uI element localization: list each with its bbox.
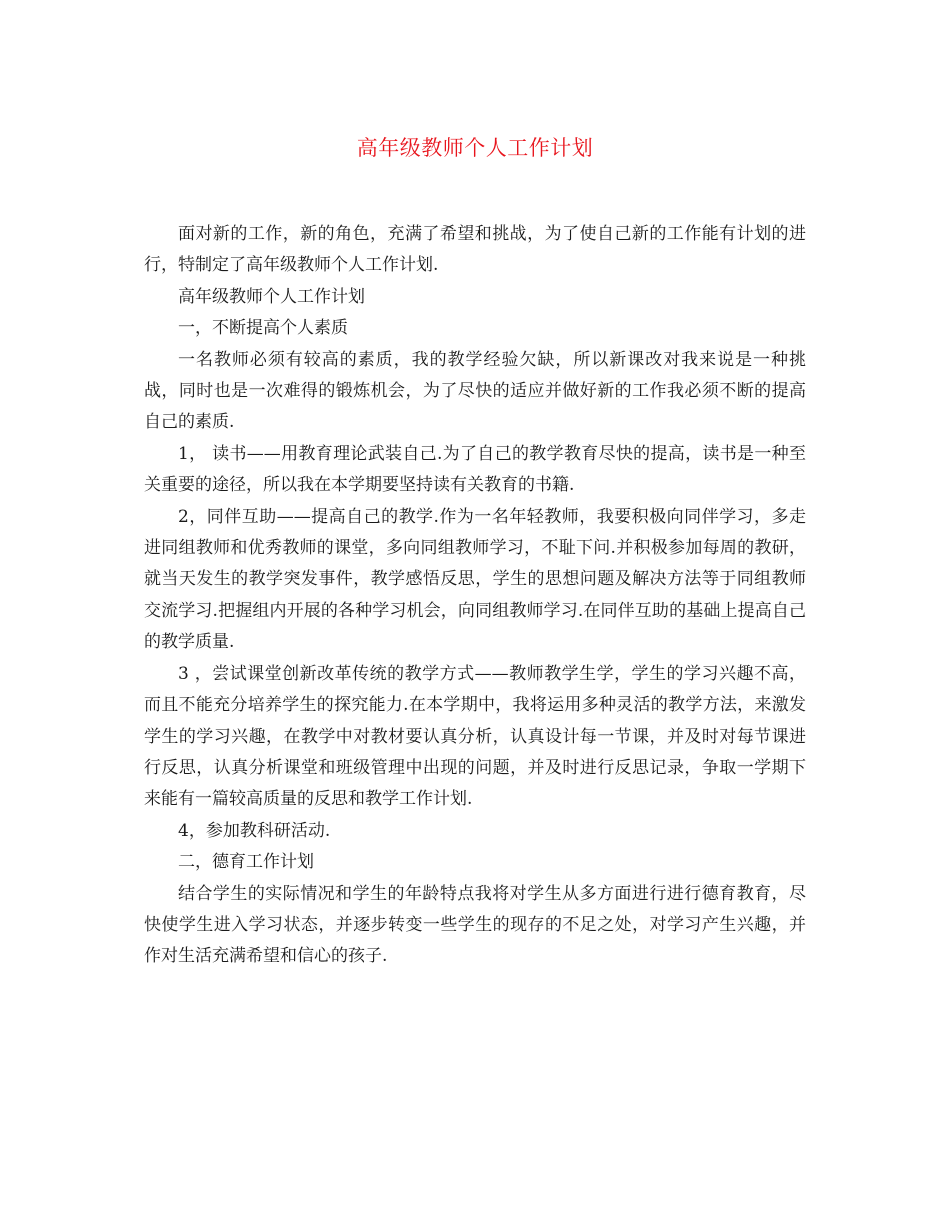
section-heading-moral: 二，德育工作计划	[178, 852, 314, 873]
paragraph-reading: 1， 读书——用教育理论武装自己.为了自己的教学教育尽快的提高，读书是一种至关重要的途径，所以我在本学期要坚持读有关教育的书籍.	[144, 443, 806, 496]
paragraph-innovation: 3 ，尝试课堂创新改革传统的教学方式——教师教学生学，学生的学习兴趣不高，而且不能充分培养学生的探究能力.在本学期中，我将运用多种灵活的教学方法，来激发学生的学习兴趣，在教学中对教材要认真分析，认真设计每一节课，并及时对每节课进行反思，认真分析课堂和班级管理中出现的问题，并及时进行反思记录，争取一学期下来能有一篇较高质量的反思和教学工作计划.	[144, 663, 806, 810]
paragraph-quality: 一名教师必须有较高的素质，我的教学经验欠缺，所以新课改对我来说是一种挑战，同时也是一次难得的锻炼机会，为了尽快的适应并做好新的工作我必须不断的提高自己的素质.	[144, 349, 806, 433]
document-body	[144, 219, 806, 973]
section-heading-quality: 一，不断提高个人素质	[178, 318, 348, 339]
paragraph-heading-plan: 高年级教师个人工作计划	[178, 286, 365, 307]
document-title: 高年级教师个人工作计划	[356, 136, 594, 160]
paragraph-intro: 面对新的工作，新的角色，充满了希望和挑战，为了使自己新的工作能有计划的进行，特制定了高年级教师个人工作计划.	[144, 224, 806, 276]
paragraph-moral: 结合学生的实际情况和学生的年龄特点我将对学生从多方面进行进行德育教育，尽快使学生进入学习状态，并逐步转变一些学生的现存的不足之处，对学习产生兴趣，并作对生活充满希望和信心的孩子.	[144, 883, 806, 967]
paragraph-peer-help: 2，同伴互助——提高自己的教学.作为一名年轻教师，我要积极向同伴学习，多走进同组教师和优秀教师的课堂，多向同组教师学习，不耻下问.并积极参加每周的教研，就当天发生的教学突发事件，教学感悟反思，学生的思想问题及解决方法等于同组教师交流学习.把握组内开展的各种学习机会，向同组教师学习.在同伴互助的基础上提高自己的教学质量.	[144, 506, 806, 653]
paragraph-research: 4，参加教科研活动.	[178, 820, 331, 841]
